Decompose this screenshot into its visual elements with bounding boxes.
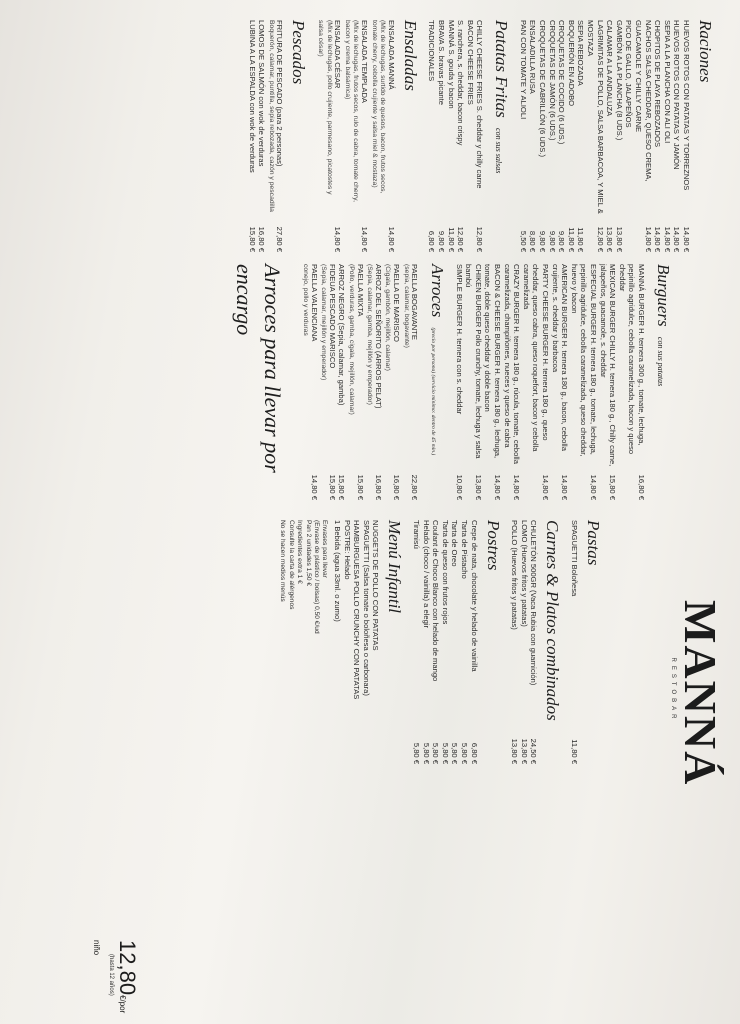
menu-item	[502, 264, 521, 500]
menu-item-price: 10,80 €	[454, 474, 464, 500]
menu-item-row	[446, 20, 456, 252]
menu-item-row	[614, 20, 624, 252]
patatas-list	[427, 20, 485, 252]
arroces-title: Arroces	[428, 264, 448, 318]
menu-item-price: 15,80 €	[608, 474, 618, 500]
ensaladas-list	[315, 20, 395, 252]
menu-item-price: 14,80 €	[512, 474, 522, 500]
menu-item-price: 16,80 €	[373, 474, 383, 500]
menu-item-name: BRAVA S. bravas picante	[436, 20, 446, 105]
menu-item	[547, 20, 557, 252]
brand-tagline: RESTOBAR	[670, 657, 676, 723]
menu-item-price: 13,80 €	[510, 738, 520, 764]
menu-item-name: TRADICIONALES	[427, 20, 437, 82]
menu-item-name: FRITURA DE PESCADO (para 2 personas)	[275, 20, 285, 167]
menu-item-name: CHILLY CHEESE FRIES S. cheddar y chilly carne	[475, 20, 485, 189]
menu-item	[653, 20, 663, 252]
menu-item	[605, 20, 615, 252]
menu-item-name: HUEVOS ROTOS CON PATATAS Y JAMÓN	[672, 20, 682, 170]
patatas-heading	[487, 20, 512, 252]
menu-item-price: 16,80 €	[391, 474, 401, 500]
menu-item-name: ESPECIAL BURGER H. ternera 180 g., tomate, lechuga, pepinillo agridulce, cebolla caramelizada, queso cheddar, huevo y bacon	[569, 264, 599, 457]
menu-item	[247, 20, 257, 252]
menu-item	[518, 20, 528, 252]
menu-item-row	[469, 520, 479, 764]
kids-menu-item: 1 Bebida (agua 33ml. o zumo)	[333, 520, 343, 622]
menu-item-price: 14,80 €	[386, 226, 396, 252]
menu-item-price: 22,80 €	[410, 474, 420, 500]
menu-item-price: 24,50 €	[529, 738, 539, 764]
menu-item-description: (sepia, calamar, bogavante)	[402, 264, 410, 348]
menu-item-row	[436, 20, 446, 252]
menu-item-price: 16,80 €	[257, 226, 267, 252]
menu-item	[383, 264, 401, 500]
menu-item	[315, 20, 342, 252]
menu-item-row	[569, 264, 598, 500]
menu-item-name: BACON CHEESE FRIES	[465, 20, 475, 105]
menu-item-row	[454, 264, 464, 500]
carnes-heading: Carnes & Platos combinados	[543, 520, 563, 721]
menu-item-name: SIMPLE BURGER H. ternera con s. cheddar	[454, 264, 464, 415]
menu-item-price: 9,80 €	[538, 230, 548, 252]
menu-item-name: PICO DE GALLO, JALAPEÑOS	[624, 20, 634, 128]
menu-item-description: (Sepia, calamar, gamba, mejillón y emperador)	[366, 264, 374, 405]
menu-item-name: ARROZ NEGRO (Sepia, calamar, gamba)	[337, 264, 347, 406]
menu-item-row	[450, 520, 460, 764]
menu-item-name: PAN CON TOMATE Y ALIOLI	[518, 20, 528, 120]
menu-item-row	[333, 20, 343, 252]
menu-item	[519, 520, 529, 764]
menu-item-price: 11,80 €	[576, 227, 586, 252]
menu-item-price: 5,80 €	[460, 742, 470, 764]
menu-item	[342, 20, 369, 252]
menu-item-row	[355, 264, 365, 500]
menu-item	[266, 20, 284, 252]
encargo-heading: Arroces para llevar por encargo	[232, 264, 286, 473]
menu-item-row	[431, 520, 441, 764]
menu-item-name: ENSALADA TEMPLADA	[359, 20, 369, 104]
menu-item-price: 14,80 €	[359, 226, 369, 252]
menu-item-price: 15,80 €	[337, 474, 347, 500]
brand-name: MANNÁ	[675, 600, 726, 787]
kids-menu-item: POSTRE: Helado	[342, 520, 352, 580]
menu-item	[538, 20, 548, 252]
menu-item-price: 5,50 €	[518, 230, 528, 252]
menu-item-name: ENSALADA CÉSAR	[333, 20, 343, 89]
menu-item-row	[337, 264, 347, 500]
menu-item-name: CHULETÓN 500GR (Vaca Rubia con guarnición)	[529, 520, 539, 686]
menu-item-price: 14,80 €	[309, 474, 319, 500]
menu-item-name: BOQUERÓN EN ADOBO	[566, 20, 576, 107]
menu-item	[427, 20, 437, 252]
menu-item	[483, 264, 502, 500]
menu-item-name: SPAGUETTI Boloñesa	[570, 520, 579, 597]
carnes-list	[510, 520, 539, 764]
menu-item-row	[411, 520, 421, 764]
menu-item-price: 9,80 €	[557, 230, 567, 252]
menu-note: Consulte la carta de alérgenos	[287, 520, 295, 610]
menu-item-row	[550, 264, 569, 500]
menu-item	[365, 264, 383, 500]
menu-item-name: Coulant de Choco Blanco con helado de mango	[431, 520, 441, 682]
menu-item	[662, 20, 672, 252]
menu-item	[319, 264, 337, 500]
menu-item	[401, 264, 419, 500]
menu-item-row	[633, 20, 652, 252]
menu-item-price: 14,80 €	[333, 226, 343, 252]
menu-item-row	[547, 20, 557, 252]
arroces-list	[300, 264, 419, 500]
menu-item-description: (Mix de lechugas, pollo crujiente, parmesano, picatostes y salsa césar)	[317, 20, 333, 195]
menu-note: Pan 2 unidades 1,50 €	[304, 520, 312, 586]
menu-item	[411, 520, 421, 764]
kids-age-note: (hasta 12 años)	[108, 954, 114, 996]
menu-item-row	[624, 20, 634, 252]
menu-item-price: 5,80 €	[440, 742, 450, 764]
menu-item-row	[391, 264, 401, 500]
menu-item-row	[373, 264, 383, 500]
kids-price-value: 12,80	[115, 940, 140, 996]
menu-item-price: 13,80 €	[519, 738, 529, 764]
menu-item-row	[569, 520, 579, 764]
menu-item-price: 11,80 €	[566, 227, 576, 252]
menu-item-row	[421, 520, 431, 764]
menu-item	[464, 264, 483, 500]
menu-item	[454, 264, 464, 500]
menu-item-name: CROQUETAS DE JAMÓN (6 UDS.)	[547, 20, 557, 141]
menu-item	[672, 20, 682, 252]
menu-item-price: 15,80 €	[247, 226, 257, 252]
menu-item-row	[566, 20, 576, 252]
menu-item-row	[528, 20, 538, 252]
menu-item-name: PARTY CHEESE BURGER H. ternera 180 g., queso cheddar, queso cabra, queso roquefort, bacon y cebolla caramelizada	[521, 264, 551, 452]
menu-item-price: 13,80 €	[614, 226, 624, 252]
menu-item-price: 14,80 €	[589, 474, 599, 500]
menu-item-name: GAMBÓN A LA PLANCHA (8 UDS.)	[614, 20, 624, 141]
menu-item	[369, 20, 396, 252]
menu-item-price: 14,80 €	[541, 474, 551, 500]
menu-item-name: PAELLA MIXTA	[355, 264, 365, 317]
menu-item	[598, 264, 617, 500]
menu-item	[617, 264, 646, 500]
menu-item-name: Tiramisú	[412, 520, 422, 549]
menu-item	[475, 20, 485, 252]
menu-note: Envases para llevar	[321, 520, 329, 578]
menu-item	[257, 20, 267, 252]
menu-item-name: ENSALADA MANNÁ	[386, 20, 396, 90]
menu-item-name: CALAMAR A LA ANDALUZA	[605, 20, 615, 117]
menu-item-row	[475, 20, 485, 252]
burgers-title: Burguers	[654, 264, 673, 327]
menu-item	[576, 20, 586, 252]
menu-item-price: 6,80 €	[427, 230, 437, 252]
menu-item-row	[257, 20, 267, 252]
menu-item	[624, 20, 634, 252]
menu-item-row	[557, 20, 567, 252]
menu-item	[337, 264, 347, 500]
menu-item-price: 12,80 €	[475, 226, 485, 252]
menu-item-price: 9,80 €	[436, 230, 446, 252]
kids-menu-price	[88, 940, 140, 1024]
menu-item	[557, 20, 567, 252]
menu-item-row	[653, 20, 663, 252]
menu-note: No se hacen medios menús	[279, 520, 287, 602]
menu-item-price: 6,80 €	[469, 742, 479, 764]
menu-item	[450, 520, 460, 764]
menu-item-description: conejo, pollo y verduras	[302, 264, 309, 336]
menu-item-row	[681, 20, 691, 252]
menu-item-row	[538, 20, 548, 252]
menu-item-name: LOMO (Huevos fritos y patatas)	[519, 520, 529, 627]
menu-item-description: Boquerón, calamar, puntilla, sepia rebozada, cazón y pescadilla	[267, 20, 275, 212]
menu-item-row	[518, 20, 528, 252]
kids-menu-item: HAMBURGUESA POLLO CRUNCHY CON PATATAS	[352, 520, 362, 700]
menu-item-name: ARROZ DEL SEÑORITO (ARROS PELAT)	[373, 264, 383, 409]
menu-item-name: Tarta de queso con frutos rojos	[440, 520, 450, 625]
menu-item-name: SEPIA REBOZADA	[576, 20, 586, 86]
menu-item-name: Tarta de Oreo	[450, 520, 460, 567]
menu-item-row	[585, 20, 604, 252]
menu-item-row	[359, 20, 369, 252]
menu-item	[436, 20, 446, 252]
menu-item-row	[427, 20, 437, 252]
menu-item-description: (Pollo, verduras, gamba, cigala, mejillón, calamar)	[347, 264, 355, 415]
menu-item-name: FIDEUA PESCADO MARISCO	[327, 264, 337, 369]
menu-item-row	[672, 20, 682, 252]
menu-item-name: ENSALADILLA RUSA	[528, 20, 538, 94]
menu-item-row	[459, 520, 469, 764]
menu-item-name: Helado (choco / vainilla) a elegir	[421, 520, 431, 629]
menu-item-name: CHOPITOS DE PLAYA REBOZADOS	[653, 20, 663, 148]
menu-item-price: 14,80 €	[672, 226, 682, 252]
menu-note: (Envase de plástico / bolsas) 0,50 €/ud	[313, 520, 321, 634]
menu-item-price: 14,80 €	[493, 474, 503, 500]
menu-item	[529, 520, 539, 764]
menu-item-row	[275, 20, 285, 252]
menu-item-row	[247, 20, 257, 252]
menu-item-name: LAGRIMITAS DE POLLO, SALSA BARBACOA, Y MIEL & MOSTAZA	[586, 20, 605, 214]
menu-item-row	[510, 520, 520, 764]
menu-item	[585, 20, 604, 252]
menu-item-price: 14,80 €	[653, 226, 663, 252]
menu-item-row	[605, 20, 615, 252]
menu-item-row	[327, 264, 337, 500]
menu-item-price: 8,80 €	[528, 230, 538, 252]
pescados-list	[247, 20, 284, 252]
menu-item-row	[576, 20, 586, 252]
pastas-heading: Pastas	[584, 520, 603, 566]
menu-item-name: HUEVOS ROTOS CON PATATAS Y TORREZNOS	[682, 20, 691, 191]
menu-item	[569, 520, 579, 764]
menu-note: Ingredientes extra 1 €	[296, 520, 304, 584]
menu-item-price: 13,80 €	[605, 226, 615, 252]
column-left	[247, 20, 722, 252]
menu-item-price: 27,80 €	[275, 226, 285, 252]
menu-item-name: POLLO (Huevos fritos y patatas)	[510, 520, 520, 630]
pastas-list	[569, 520, 579, 764]
menu-item	[465, 20, 475, 252]
menu-item-price: 14,80 €	[643, 226, 653, 252]
menu-item	[521, 264, 550, 500]
menu-item-price: 14,80 €	[682, 226, 691, 252]
menu-item-name: CROQUETAS DE COCIDO (6 UDS.)	[557, 20, 567, 145]
menu-item-row	[662, 20, 672, 252]
menu-item-row	[483, 264, 502, 500]
menu-item-name: CHIKEN BURGER Pollo crunchy, tomate, lechuga y salsa bambú	[464, 264, 483, 459]
menu-item-description: (Cigala, gambón, mejillón, calamar)	[384, 264, 392, 371]
menu-item-row	[464, 264, 483, 500]
menu-item-price: 11,80 €	[570, 739, 579, 764]
menu-item	[550, 264, 569, 500]
menu-item	[459, 520, 469, 764]
menu-item	[528, 20, 538, 252]
menu-item-name: SEPIA A LA PLANCHA CON ALI OLI	[662, 20, 672, 144]
menu-item-name: BACON & CHEESE BURGER H. ternera 180 g., lechuga, tomate, doble queso cheddar y doble bacon	[483, 264, 503, 459]
menu-item-row	[410, 264, 420, 500]
menu-item-price: 5,80 €	[431, 742, 441, 764]
menu-item-name: PAELLA VALENCIANA	[309, 264, 319, 342]
menu-item-price: 12,80 €	[595, 226, 605, 252]
menu-item	[300, 264, 318, 500]
menu-item-price: 11,80 €	[446, 227, 456, 252]
burgers-heading	[649, 264, 674, 500]
menu-item-name: CROQUETAS DE CABRILLÓN (6 UDS.)	[538, 20, 548, 157]
menu-item-price: 12,80 €	[456, 226, 466, 252]
menu-item-row	[456, 20, 466, 252]
menu-item	[633, 20, 652, 252]
menu-item	[421, 520, 431, 764]
menu-item	[614, 20, 624, 252]
menu-item-price: 5,80 €	[450, 742, 460, 764]
postres-list	[411, 520, 478, 764]
menu-item	[681, 20, 691, 252]
menu-item-price: 14,80 €	[560, 474, 570, 500]
menu-item	[469, 520, 479, 764]
menu-item-price: 16,80 €	[637, 474, 646, 500]
patatas-title: Patatas Fritas	[492, 20, 512, 118]
menu-item-name: NACHOS SALSA CHEDDAR, QUESO CREMA, GUACAMOLE Y CHILLY CARNE	[634, 20, 653, 182]
menu-item-row	[521, 264, 550, 500]
menu-item-name: PAELLA DE MARISCO	[391, 264, 401, 342]
menu-item-row	[519, 520, 529, 764]
infantil-heading: Menú Infantil	[385, 520, 405, 614]
menu-item-name: Tarta de Pistacho	[460, 520, 470, 579]
ensaladas-heading: Ensaladas	[400, 20, 420, 91]
menu-item-row	[502, 264, 521, 500]
raciones-list	[518, 20, 691, 252]
kids-menu-item: NUGGETS DE POLLO CON PATATAS	[371, 520, 381, 651]
burgers-subtitle: con sus patatas	[656, 336, 665, 387]
pescados-heading: Pescados	[289, 20, 309, 85]
menu-item-row	[309, 264, 319, 500]
menu-item-name: S. ranchera, s. cheddar, bacon crispy	[456, 20, 466, 146]
menu-item-description: (Mix de lechugas, frutos secos, rulo de cabra, tomate cherry, bacon y crema balsámica)	[343, 20, 360, 202]
menu-item-price: 5,80 €	[412, 742, 422, 764]
menu-item-price: 9,80 €	[547, 230, 557, 252]
menu-item-row	[440, 520, 450, 764]
kids-menu-item: SPAGUETTI (Salsa tomate o boloñesa o carbonara)	[361, 520, 371, 696]
menu-item-row	[386, 20, 396, 252]
infantil-list	[333, 520, 381, 764]
menu-item-name: CRAZY BURGER H. ternera 180 g., rúcula, tomate, cebolla caramelizada, champiñones, nueces y queso de cabra	[502, 264, 522, 464]
column-middle	[227, 264, 680, 500]
arroces-heading	[422, 264, 448, 500]
menu-item	[566, 20, 576, 252]
arroces-subtitle: (precio por persona) (servicio mínimo: dentro de 45 min.)	[430, 327, 437, 456]
menu-item	[440, 520, 450, 764]
menu-item	[510, 520, 520, 764]
raciones-heading: Raciones	[696, 20, 715, 83]
menu-item-name: LOMOS DE SALMÓN con wok de verduras	[257, 20, 267, 167]
burgers-list	[454, 264, 646, 500]
notes-list	[278, 520, 328, 764]
kids-price-unit: €/por niño	[92, 940, 127, 1014]
menu-item-price: 14,80 €	[662, 226, 672, 252]
menu-item-description: (Sepia, calamar, mejillón y emperador)	[320, 264, 328, 381]
menu-item-name: LUBINA A LA ESPALDA con wok de verduras	[247, 20, 257, 173]
menu-item-description: (Mix de lechugas, surtido de quesos, bacon, frutos secos, tomate cherry, cebolla crujiente y salsa miel & mostaza)	[370, 20, 387, 194]
menu-item-price: 5,80 €	[421, 742, 431, 764]
menu-item-row	[465, 20, 475, 252]
menu-item	[569, 264, 598, 500]
menu-item-name: MANNÁ BURGER H. ternera 300 g., tomate, lechuga, pepinillo agridulce, cebolla caramelizada, bacon y queso cheddar	[617, 264, 646, 454]
menu-item-row	[617, 264, 646, 500]
menu-item-row	[598, 264, 617, 500]
menu-item	[431, 520, 441, 764]
menu-item	[346, 264, 364, 500]
column-right	[278, 520, 680, 764]
postres-heading: Postres	[483, 520, 503, 571]
menu-item	[446, 20, 456, 252]
menu-item-name: AMERICAN BURGER H. ternera 180 g., bacon, cebolla crujiente, s. cheddar y barbacoa	[550, 264, 570, 451]
menu-item-price: 13,80 €	[473, 474, 483, 500]
menu-item-price: 15,80 €	[355, 474, 365, 500]
menu-item-name: PAELLA BOGAVANTE	[410, 264, 420, 340]
menu-item-name: Crepe de nata, chocolate y helado de vainilla	[469, 520, 479, 672]
menu-item-name: MANNÁ S. gouda y bacon	[446, 20, 456, 109]
menu-item-name: MEXICAN BURGER CHILLY H. ternera 180 g., Chilly carne, jalapeños, guacamole, s. cheddar	[598, 264, 618, 467]
menu-item	[456, 20, 466, 252]
menu-item-row	[529, 520, 539, 764]
patatas-subtitle: con sus salsas	[494, 128, 504, 174]
menu-item-price: 15,80 €	[327, 474, 337, 500]
